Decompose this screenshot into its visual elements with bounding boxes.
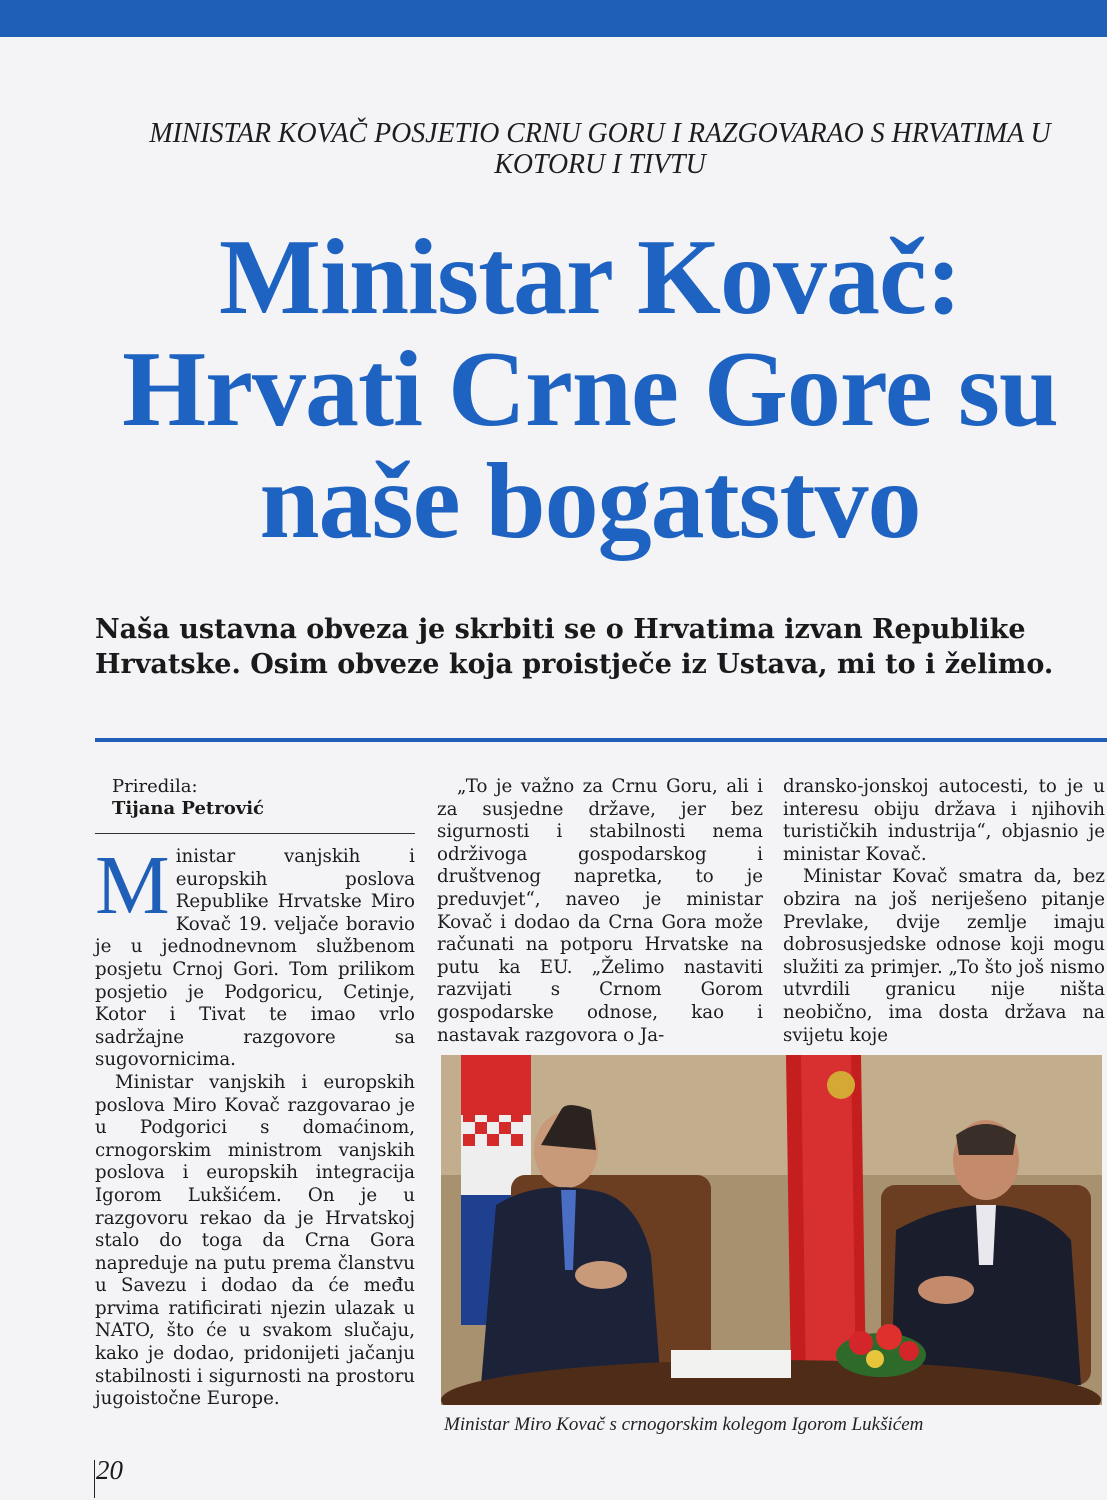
drop-cap: M bbox=[95, 839, 170, 932]
paragraph-1-text: inistar vanjskih i europskih poslova Republike Hrvatske Miro Kovač 19. veljače boravio je u jednodnevnom službenom posjetu Crnoj Gori. Tom prilikom posjetio je Podgoricu, Cetinje, Kotor i Tivat te imao vrlo sadržajne razgovore sa sugovornicima. bbox=[95, 846, 415, 1071]
top-color-bar bbox=[0, 0, 1107, 37]
headline-line-2: Hrvati Crne Gore su bbox=[122, 330, 1058, 449]
page-number-bar bbox=[94, 1460, 95, 1498]
headline-line-1: Ministar Kovač: bbox=[219, 218, 961, 337]
paragraph-1 bbox=[95, 839, 415, 1072]
article-photo bbox=[441, 1055, 1102, 1405]
article-kicker: MINISTAR KOVAČ POSJETIO CRNU GORU I RAZGOVARAO S HRVATIMA U KOTORU I TIVTU bbox=[149, 117, 1051, 180]
byline-author: Tijana Petrović bbox=[112, 798, 264, 819]
paragraph-2: Ministar vanjskih i europskih poslova Miro Kovač razgovarao je u Podgorici s domaćinom, crnogorskim ministrom vanjskih poslova i europskih integracija Igorom Lukšićem. On je u razgovoru rekao da je Hrvatskoj stalo do toga da Crna Gora napreduje na putu prema članstvu u Savezu i dodao da će među prvima ratificirati njezin ulazak u NATO, što će u svakom slučaju, kako je dodao, pridonijeti jačanju stabilnosti i sigurnosti na prostoru jugoistočne Europe. bbox=[95, 1071, 415, 1410]
byline-label: Priredila: bbox=[112, 776, 198, 797]
paragraph-3: „To je važno za Crnu Goru, ali i za susjedne države, jer bez sigurnosti i stabilnosti nema održivoga gospodarskog i društvenog napretka, to je preduvjet“, naveo je ministar Kovač i dodao da Crna Gora može računati na potporu Hrvatske na putu ka EU. „Želimo nastaviti razvijati s Crnom Gorom gospodarske odnose, kao i nastavak razgovora o Ja- bbox=[437, 776, 763, 1046]
blue-divider bbox=[95, 738, 1107, 742]
headline-line-3: naše bogatstvo bbox=[259, 442, 921, 561]
page-number: 20 bbox=[96, 1455, 123, 1485]
article-column-1 bbox=[95, 839, 415, 1411]
article-lead: Naša ustavna obveza je skrbiti se o Hrvatima izvan Republike Hrvatske. Osim obveze koja proistječe iz Ustava, mi to i želimo. bbox=[95, 614, 1054, 680]
article-column-2 bbox=[437, 776, 763, 1047]
article-column-3 bbox=[783, 776, 1105, 1047]
article-headline bbox=[80, 218, 1100, 561]
meeting-photo-illustration bbox=[441, 1055, 1102, 1405]
paragraph-4: dransko-jonskoj autocesti, to je u interesu obiju država i njihovih turističkih industrija“, objasnio je ministar Kovač. bbox=[783, 776, 1105, 865]
photo-caption: Ministar Miro Kovač s crnogorskim kolegom Igorom Lukšićem bbox=[444, 1414, 924, 1435]
byline bbox=[112, 776, 264, 820]
papers bbox=[671, 1350, 791, 1378]
paragraph-5: Ministar Kovač smatra da, bez obzira na još neriješeno pitanje Prevlake, dvije zemlje imaju dobrosusjedske odnose koji mogu služiti za primjer. „To što još nismo utvrdili granicu nije ništa neobično, ima dosta država na svijetu koje bbox=[783, 866, 1105, 1046]
byline-divider bbox=[95, 833, 415, 834]
